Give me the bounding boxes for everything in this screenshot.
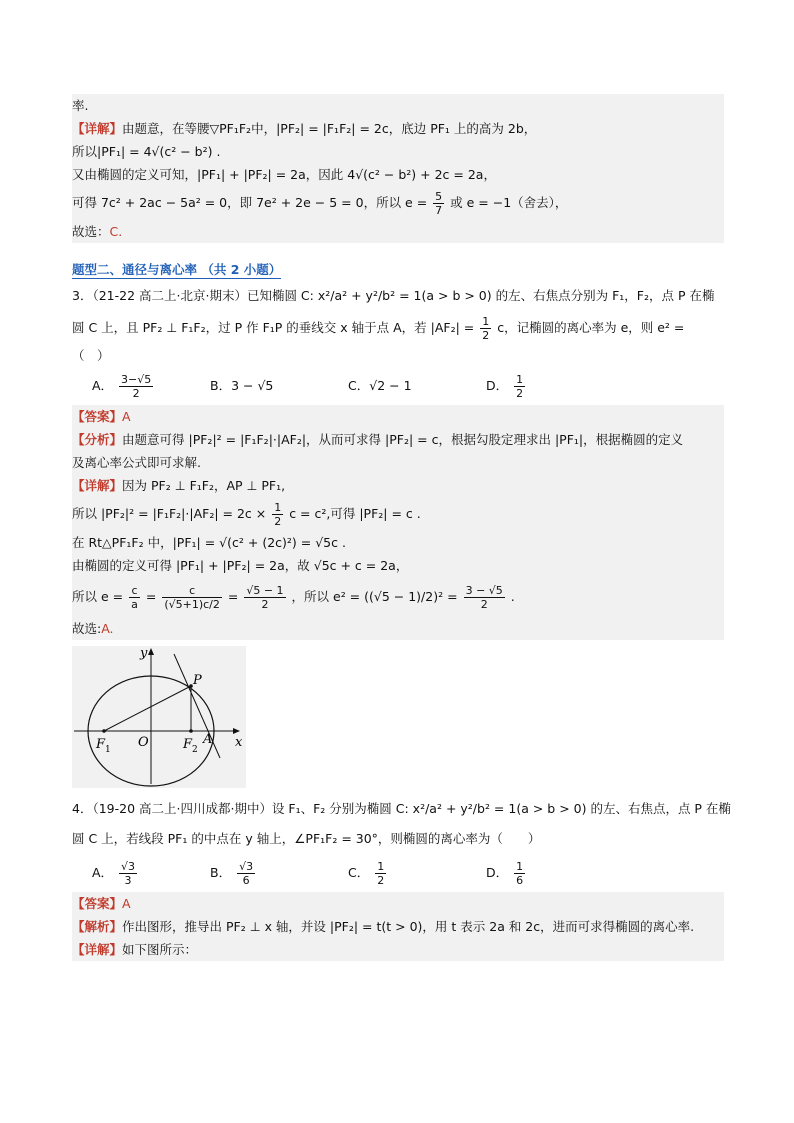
denominator: 6 xyxy=(242,874,250,887)
option-label: A． xyxy=(92,865,114,880)
label-p: P xyxy=(193,673,202,688)
answer-prefix: 故选: xyxy=(72,621,102,636)
label-f1-subscript: 1 xyxy=(105,745,111,755)
fraction xyxy=(514,373,525,400)
text-segment: ((√5 − 1)/2)² xyxy=(364,589,444,604)
question-3-line-2 xyxy=(72,311,724,345)
denominator: 7 xyxy=(435,204,443,217)
fraction xyxy=(272,501,283,528)
label-x: x xyxy=(235,735,243,750)
text-segment: c，记椭圆的离心率为 e，则 e² = xyxy=(497,320,685,335)
numerator: c xyxy=(129,584,140,598)
equals: = xyxy=(145,589,157,604)
denominator: 2 xyxy=(274,515,282,528)
fraction xyxy=(480,315,491,342)
text-line: 在 Rt△PF₁F₂ 中，|PF₁| = √(c² + (2c)²) = √5c . xyxy=(72,535,346,550)
answer-letter: C. xyxy=(109,224,123,239)
denominator: a xyxy=(131,598,138,611)
option-d[interactable] xyxy=(486,371,527,401)
denominator: 2 xyxy=(516,387,524,400)
denominator: 2 xyxy=(480,598,488,611)
question-4-line-2: 圆 C 上，若线段 PF₁ 的中点在 y 轴上，∠PF₁F₂ = 30°，则椭圆的离心率为（ ） xyxy=(72,831,541,846)
question-3-solution xyxy=(72,405,724,640)
question-4-line-1: 4．（19-20 高二上·四川成都·期中）设 F₁、F₂ 分别为椭圆 C: x²/a² + y²/b² = 1(a > b > 0) 的左、右焦点，点 P 在椭 xyxy=(72,801,731,816)
fraction xyxy=(119,373,153,400)
analysis-text: 由题意可得 |PF₂|² = |F₁F₂|·|AF₂|，从而可求得 |PF₂| = c，根据勾股定理求出 |PF₁|，根据椭圆的定义 xyxy=(122,432,684,447)
denominator: 2 xyxy=(132,387,140,400)
option-value: √2 − 1 xyxy=(369,378,412,393)
denominator: 6 xyxy=(516,874,524,887)
numerator: 1 xyxy=(482,315,490,328)
denominator: 2 xyxy=(377,874,385,887)
point-f2 xyxy=(189,729,193,733)
option-value: 3 − √5 xyxy=(231,378,274,393)
detail-text: 由题意，在等腰▽PF₁F₂中，|PF₂| = |F₁F₂| = 2c，底边 PF₁ 上的高为 2b， xyxy=(122,121,537,136)
option-d[interactable] xyxy=(486,858,527,888)
numerator: c xyxy=(162,584,222,598)
text-line xyxy=(72,577,724,617)
text-segment: 可得 7c² + 2ac − 5a² = 0，即 7e² + 2e − 5 = 0，所以 e = xyxy=(72,195,428,210)
option-b[interactable] xyxy=(210,858,257,888)
text-line: 所以|PF₁| = 4√(c² − b²) . xyxy=(72,144,221,159)
question-3-options xyxy=(72,367,724,405)
option-label: C． xyxy=(348,378,370,393)
text-segment: 圆 C 上，且 PF₂ ⊥ F₁F₂，过 P 作 F₁P 的垂线交 x 轴于点 A，若 |AF₂| = xyxy=(72,320,475,335)
text-line xyxy=(72,220,724,243)
fraction xyxy=(244,584,285,611)
option-label: D． xyxy=(486,865,509,880)
text-line xyxy=(72,186,724,220)
option-b[interactable] xyxy=(210,371,273,401)
answer-prefix: 故选： xyxy=(72,224,110,239)
numerator: 1 xyxy=(516,373,524,386)
period: . xyxy=(510,589,515,604)
fraction xyxy=(464,584,505,611)
answer-line xyxy=(72,617,724,640)
page xyxy=(72,94,731,961)
numerator: 3−√5 xyxy=(121,373,152,386)
point-f1 xyxy=(102,729,106,733)
numerator: 1 xyxy=(516,860,524,873)
label-o: O xyxy=(138,735,149,750)
fraction xyxy=(375,860,386,887)
fraction xyxy=(514,860,525,887)
answer-line xyxy=(72,892,724,915)
question-3-line-3: （ ） xyxy=(72,348,110,363)
fraction xyxy=(129,584,140,611)
equals: = xyxy=(227,589,239,604)
question-4-solution xyxy=(72,892,724,961)
numerator: 5 xyxy=(435,190,443,203)
x-axis-arrow xyxy=(233,728,240,734)
option-c[interactable] xyxy=(348,371,412,401)
section-title-text: 题型二、通径与离心率 （共 2 小题） xyxy=(72,262,282,277)
label-y: y xyxy=(140,646,148,661)
analysis-tag: 【分析】 xyxy=(72,432,123,447)
text-line: 又由椭圆的定义可知，|PF₁| + |PF₂| = 2a，因此 4√(c² − b²) + 2c = 2a， xyxy=(72,167,496,182)
option-c[interactable] xyxy=(348,858,388,888)
text-segment: 所以 |PF₂|² = |F₁F₂|·|AF₂| = 2c × xyxy=(72,506,267,521)
text-segment: c = c²,可得 |PF₂| = c . xyxy=(289,506,421,521)
ellipse-diagram xyxy=(72,646,246,788)
text-segment: 或 e = −1（舍去）， xyxy=(450,195,568,210)
denominator: (√5+1)c/2 xyxy=(164,598,220,611)
detail-tag: 【详解】 xyxy=(72,121,123,136)
option-a[interactable] xyxy=(92,371,155,401)
detail-tag: 【详解】 xyxy=(72,942,123,957)
detail-text: 因为 PF₂ ⊥ F₁F₂，AP ⊥ PF₁, xyxy=(122,478,286,493)
answer-value: A xyxy=(122,896,131,911)
label-f2-subscript: 2 xyxy=(192,745,198,755)
question-3-line-1: 3．（21-22 高二上·北京·期末）已知椭圆 C: x²/a² + y²/b² = 1(a > b > 0) 的左、右焦点分别为 F₁，F₂，点 P 在椭 xyxy=(72,288,715,303)
option-label: A． xyxy=(92,378,114,393)
denominator: 2 xyxy=(261,598,269,611)
text-line: 及离心率公式即可求解. xyxy=(72,455,201,470)
ellipse-figure xyxy=(72,646,246,788)
numerator: √3 xyxy=(239,860,254,873)
fraction xyxy=(433,190,444,217)
numerator: √3 xyxy=(121,860,136,873)
analysis-line xyxy=(72,915,724,938)
text-segment: 所以 e = xyxy=(72,589,124,604)
analysis-text: 作出图形，推导出 PF₂ ⊥ x 轴，并设 |PF₂| = t(t > 0)，用 t 表示 2a 和 2c，进而可求得椭圆的离心率. xyxy=(122,919,695,934)
segment-f1p xyxy=(104,686,191,731)
option-label: C． xyxy=(348,865,370,880)
answer-line xyxy=(72,405,724,428)
denominator: 3 xyxy=(124,874,132,887)
fraction xyxy=(237,860,255,887)
numerator: 1 xyxy=(377,860,385,873)
analysis-line xyxy=(72,428,724,451)
denominator: 2 xyxy=(482,329,490,342)
label-a: A xyxy=(203,732,213,747)
option-label: B． xyxy=(210,378,232,393)
numerator: 3 − √5 xyxy=(465,584,503,597)
numerator: √5 − 1 xyxy=(246,584,284,597)
question-4-options xyxy=(72,854,724,892)
answer-value: A xyxy=(122,409,131,424)
detail-tag: 【详解】 xyxy=(72,478,123,493)
option-label: D． xyxy=(486,378,509,393)
prev-solution-block xyxy=(72,94,724,243)
y-axis-arrow xyxy=(148,648,154,655)
text-line: 由椭圆的定义可得 |PF₁| + |PF₂| = 2a，故 √5c + c = 2a， xyxy=(72,558,409,573)
label-f2: F xyxy=(183,737,193,752)
label-f1: F xyxy=(96,737,106,752)
text-line xyxy=(72,117,724,140)
option-a[interactable] xyxy=(92,858,139,888)
text-segment: ，所以 e² = xyxy=(291,589,361,604)
perpendicular-line xyxy=(174,654,220,758)
option-label: B． xyxy=(210,865,232,880)
section-title xyxy=(72,259,724,281)
numerator: 1 xyxy=(274,501,282,514)
text-line: 率. xyxy=(72,98,89,113)
answer-tag: 【答案】 xyxy=(72,896,123,911)
detail-line xyxy=(72,938,724,961)
fraction xyxy=(119,860,137,887)
answer-letter: A. xyxy=(101,621,114,636)
equals: = xyxy=(447,589,458,604)
fraction xyxy=(162,584,222,611)
detail-line xyxy=(72,474,724,497)
detail-text: 如下图所示： xyxy=(122,942,198,957)
text-line xyxy=(72,497,724,531)
analysis-tag: 【解析】 xyxy=(72,919,123,934)
answer-tag: 【答案】 xyxy=(72,409,123,424)
